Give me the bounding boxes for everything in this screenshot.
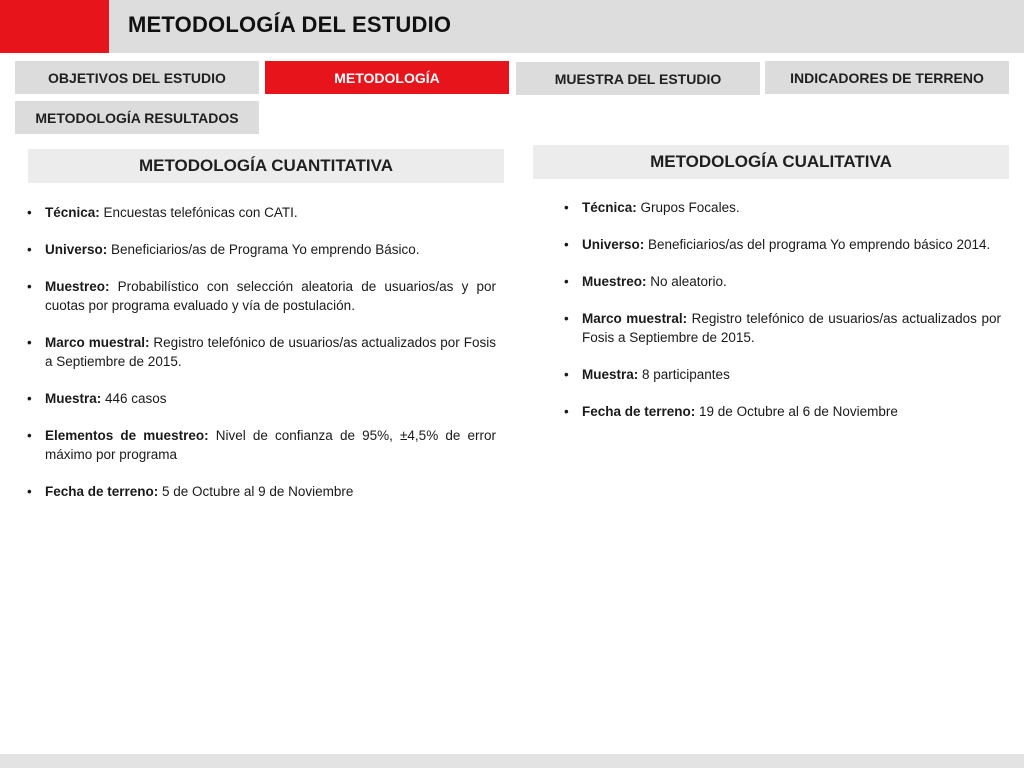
list-item [27, 240, 496, 259]
list-item [27, 426, 496, 464]
list-item [27, 389, 496, 408]
quantitative-section-title: METODOLOGÍA CUANTITATIVA [28, 149, 504, 183]
bullet-dot-icon: • [27, 428, 32, 443]
tab-metodologia-resultados[interactable]: METODOLOGÍA RESULTADOS [15, 101, 259, 134]
item-term: Muestra: [582, 367, 639, 382]
bullet-dot-icon: • [27, 279, 32, 294]
footer-bar [0, 754, 1024, 768]
bullet-dot-icon: • [564, 200, 569, 215]
list-item [564, 198, 1001, 217]
item-text: Registro telefónico de usuarios/as actualizados por Fosis a Septiembre de 2015. [582, 311, 1001, 345]
item-term: Elementos de muestreo: [45, 428, 209, 443]
list-item [564, 235, 1001, 254]
list-item [564, 272, 1001, 291]
item-text: Nivel de confianza de 95%, ±4,5% de error máximo por programa [45, 428, 496, 462]
list-item [27, 482, 496, 501]
item-text: Probabilístico con selección aleatoria de usuarios/as y por cuotas por programa evaluado y vía de postulación. [45, 279, 496, 313]
item-term: Muestra: [45, 391, 102, 406]
item-text: Beneficiarios/as de Programa Yo emprendo Básico. [107, 242, 420, 257]
bullet-dot-icon: • [27, 484, 32, 499]
tab-metodologia[interactable]: METODOLOGÍA [265, 61, 509, 94]
item-term: Técnica: [582, 200, 637, 215]
qualitative-bullet-list [564, 198, 1001, 439]
item-term: Universo: [45, 242, 108, 257]
bullet-dot-icon: • [27, 242, 32, 257]
bullet-dot-icon: • [27, 205, 32, 220]
qualitative-section-title: METODOLOGÍA CUALITATIVA [533, 145, 1009, 179]
item-text: 446 casos [101, 391, 167, 406]
item-text: 8 participantes [638, 367, 730, 382]
item-term: Universo: [582, 237, 645, 252]
item-term: Muestreo: [582, 274, 647, 289]
item-term: Marco muestral: [45, 335, 150, 350]
list-item [564, 402, 1001, 421]
bullet-dot-icon: • [564, 311, 569, 326]
item-text: No aleatorio. [646, 274, 727, 289]
bullet-dot-icon: • [564, 237, 569, 252]
item-term: Muestreo: [45, 279, 110, 294]
tab-muestra-del-estudio[interactable]: MUESTRA DEL ESTUDIO [516, 62, 760, 95]
item-text: Encuestas telefónicas con CATI. [99, 205, 298, 220]
item-term: Marco muestral: [582, 311, 688, 326]
quantitative-bullet-list [27, 203, 496, 519]
bullet-dot-icon: • [27, 391, 32, 406]
item-term: Fecha de terreno: [582, 404, 696, 419]
item-text: Grupos Focales. [636, 200, 740, 215]
item-term: Técnica: [45, 205, 100, 220]
list-item [564, 365, 1001, 384]
item-text: Registro telefónico de usuarios/as actualizados por Fosis a Septiembre de 2015. [45, 335, 496, 369]
bullet-dot-icon: • [564, 274, 569, 289]
bullet-dot-icon: • [27, 335, 32, 350]
bullet-dot-icon: • [564, 367, 569, 382]
item-term: Fecha de terreno: [45, 484, 159, 499]
tab-indicadores-de-terreno[interactable]: INDICADORES DE TERRENO [765, 61, 1009, 94]
list-item [564, 309, 1001, 347]
bullet-dot-icon: • [564, 404, 569, 419]
page-title: METODOLOGÍA DEL ESTUDIO [128, 12, 452, 37]
header-accent-block [0, 0, 109, 53]
list-item [27, 333, 496, 371]
item-text: 5 de Octubre al 9 de Noviembre [158, 484, 354, 499]
item-text: Beneficiarios/as del programa Yo emprendo básico 2014. [644, 237, 991, 252]
list-item [27, 277, 496, 315]
item-text: 19 de Octubre al 6 de Noviembre [695, 404, 898, 419]
tab-objetivos-del-estudio[interactable]: OBJETIVOS DEL ESTUDIO [15, 61, 259, 94]
list-item [27, 203, 496, 222]
